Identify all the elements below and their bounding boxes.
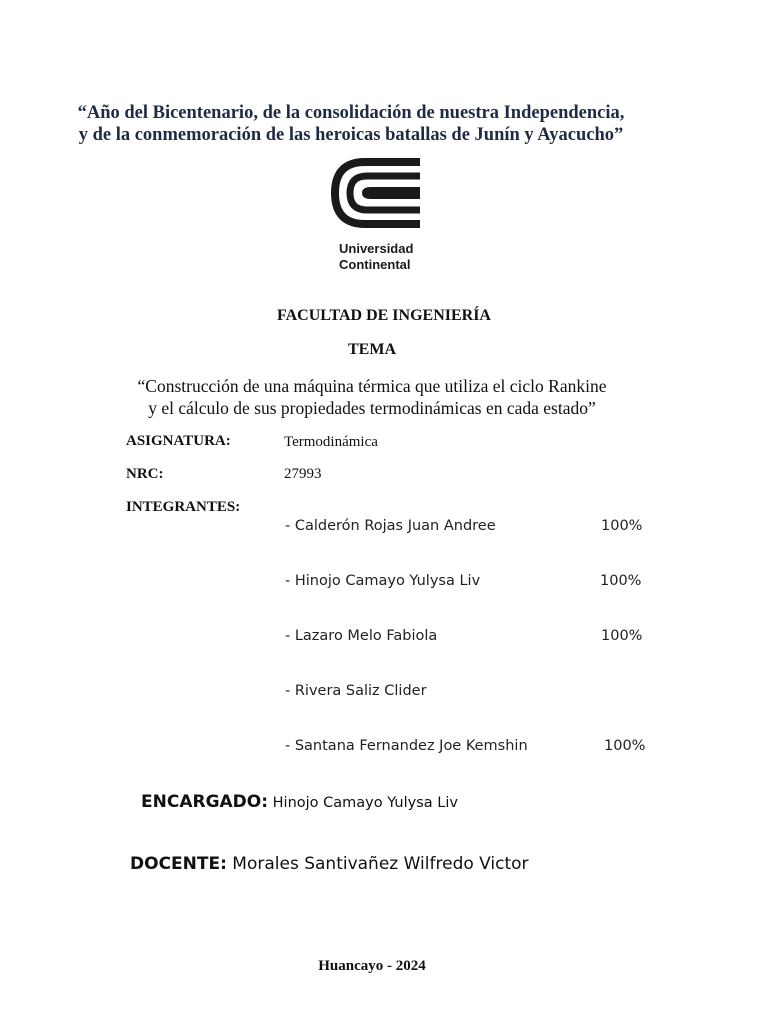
tema-label: TEMA	[348, 341, 396, 358]
motto-line-2: y de la conmemoración de las heroicas batallas de Junín y Ayacucho”	[78, 125, 624, 145]
member-row	[285, 683, 645, 703]
nrc-value: 27993	[284, 466, 322, 482]
member-row	[285, 518, 645, 538]
docente-value: Morales Santivañez Wilfredo Victor	[226, 854, 529, 874]
member-percent: 100%	[601, 518, 643, 534]
universidad-continental-logo-icon	[325, 158, 425, 228]
topic-title	[0, 375, 744, 419]
integrantes-label: INTEGRANTES:	[126, 499, 241, 515]
topic-line-2: y el cálculo de sus propiedades termodinámicas en cada estado”	[148, 398, 596, 418]
asignatura-value: Termodinámica	[284, 434, 378, 450]
member-row	[285, 628, 645, 648]
member-row	[285, 573, 645, 593]
university-name-line-2: Continental	[339, 257, 411, 272]
university-name-line-1: Universidad	[339, 241, 414, 256]
member-name: - Lazaro Melo Fabiola	[285, 628, 438, 644]
encargado-value: Hinojo Camayo Yulysa Liv	[268, 795, 458, 811]
encargado-label: ENCARGADO:	[141, 792, 269, 812]
member-name: - Hinojo Camayo Yulysa Liv	[285, 573, 481, 589]
encargado-line	[141, 792, 458, 812]
asignatura-label: ASIGNATURA:	[126, 433, 231, 449]
member-name: - Santana Fernandez Joe Kemshin	[285, 738, 528, 754]
member-name: - Calderón Rojas Juan Andree	[285, 518, 496, 534]
university-name	[339, 241, 413, 273]
faculty-title: FACULTAD DE INGENIERÍA	[277, 307, 491, 324]
nrc-label: NRC:	[126, 466, 164, 482]
member-name: - Rivera Saliz Clider	[285, 683, 427, 699]
motto-line-1: “Año del Bicentenario, de la consolidación de nuestra Independencia,	[77, 103, 625, 123]
footer-location-year: Huancayo - 2024	[318, 958, 426, 974]
docente-label: DOCENTE:	[130, 854, 227, 874]
member-percent: 100%	[604, 738, 646, 754]
docente-line	[130, 854, 529, 874]
motto-header	[0, 102, 702, 146]
member-percent: 100%	[600, 573, 642, 589]
member-percent: 100%	[601, 628, 643, 644]
member-row	[285, 738, 645, 758]
topic-line-1: “Construcción de una máquina térmica que utiliza el ciclo Rankine	[137, 376, 607, 396]
